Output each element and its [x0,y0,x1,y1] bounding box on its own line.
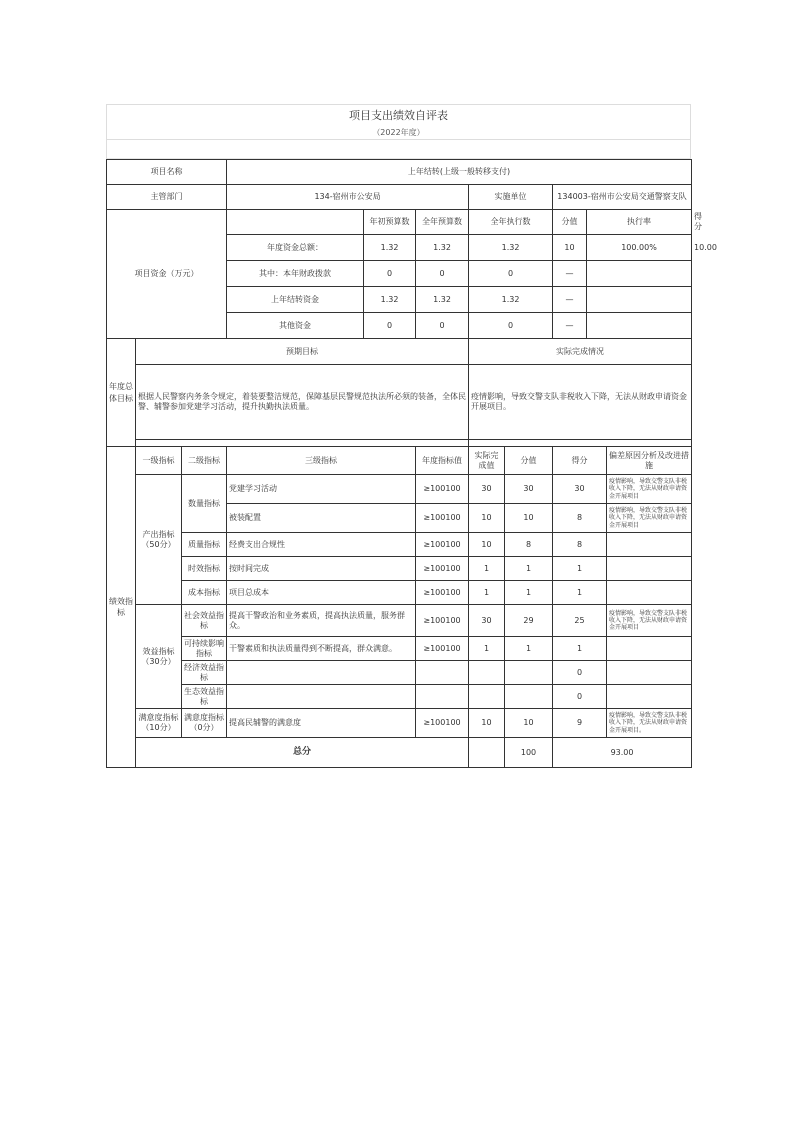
perf-row [107,475,692,504]
perf-got: 9 [553,709,607,738]
quantity-level2: 数量指标 [182,475,227,533]
perf-actual: 1 [469,637,505,661]
funds-cell: — [553,287,587,313]
perf-actual: 30 [469,475,505,504]
perf-got: 0 [553,685,607,709]
perf-note [607,637,692,661]
funds-header-row: 项目资金（万元） 年初预算数 全年预算数 全年执行数 分值 执行率 得分 [107,210,692,235]
goals-label: 年度总体目标 [107,339,136,447]
perf-note: 疫情影响，导致交警支队非税收入下降，无法从财政申请资金开展项目 [607,475,692,504]
perf-row [107,557,692,581]
funds-cell: 0 [416,261,469,287]
perf-got: 30 [553,475,607,504]
funds-cell: 1.32 [364,287,416,313]
benefit-level2: 经济效益指标 [182,661,227,685]
funds-row-name: 其中：本年财政拨款 [227,261,364,287]
perf-note [607,557,692,581]
perf-row [107,709,692,738]
perf-header: 得分 [553,447,607,475]
perf-score: 8 [505,533,553,557]
funds-header: 分值 [553,210,587,235]
perf-note [607,685,692,709]
perf-header: 二级指标 [182,447,227,475]
perf-header-row [107,447,692,475]
perf-target: ≥100100 [416,581,469,605]
perf-label: 绩效指标 [107,447,136,768]
total-blank [469,738,505,768]
sheet-year: （2022年度） [106,125,691,140]
funds-row-name: 上年结转资金 [227,287,364,313]
perf-header: 三级指标 [227,447,416,475]
perf-note [607,533,692,557]
perf-l3: 被装配置 [227,504,416,533]
project-label: 项目名称 [107,160,227,185]
funds-header: 年初预算数 [364,210,416,235]
perf-got: 1 [553,557,607,581]
perf-note: 疫情影响，导致交警支队非税收入下降，无法从财政申请资金开展项目 [607,504,692,533]
funds-cell: 1.32 [416,235,469,261]
perf-actual: 1 [469,581,505,605]
funds-row: 年度资金总额： 1.32 1.32 1.32 10 100.00% 10.00 [107,235,692,261]
perf-l3: 经费支出合规性 [227,533,416,557]
funds-cell: 0 [364,313,416,339]
perf-row [107,685,692,709]
perf-row [107,533,692,557]
perf-score: 30 [505,475,553,504]
perf-got: 8 [553,533,607,557]
perf-note [607,581,692,605]
perf-actual: 1 [469,557,505,581]
perf-actual: 30 [469,605,505,637]
funds-header-blank [227,210,364,235]
goals-actual-header: 实际完成情况 [469,339,692,365]
perf-score: 1 [505,637,553,661]
benefit-level2: 社会效益指标 [182,605,227,637]
evaluation-table [106,159,717,768]
perf-actual: 10 [469,504,505,533]
perf-l3: 提高干警政治和业务素质，提高执法质量，服务群众。 [227,605,416,637]
funds-label: 项目资金（万元） [107,210,227,339]
evaluation-sheet [106,104,717,768]
funds-row-name: 其他资金 [227,313,364,339]
funds-cell: 0 [364,261,416,287]
funds-cell: 10 [553,235,587,261]
perf-target [416,685,469,709]
funds-cell: 1.32 [416,287,469,313]
perf-target: ≥100100 [416,605,469,637]
funds-cell: 100.00% [587,235,692,261]
impl-label: 实施单位 [469,185,553,210]
perf-target: ≥100100 [416,557,469,581]
perf-row [107,581,692,605]
perf-target: ≥100100 [416,637,469,661]
perf-l3: 按时间完成 [227,557,416,581]
funds-cell: 1.32 [469,287,553,313]
benefit-level2: 生态效益指标 [182,685,227,709]
dept-label: 主管部门 [107,185,227,210]
funds-cell: 0 [416,313,469,339]
funds-cell [587,287,692,313]
goals-actual: 疫情影响，导致交警支队非税收入下降，无法从财政申请资金开展项目。 [469,365,692,440]
perf-row [107,637,692,661]
perf-actual: 10 [469,533,505,557]
perf-score [505,685,553,709]
perf-note [607,661,692,685]
funds-cell: 0 [469,261,553,287]
perf-target: ≥100100 [416,475,469,504]
funds-cell [587,261,692,287]
project-row [107,160,692,185]
perf-header: 分值 [505,447,553,475]
perf-target [416,661,469,685]
funds-row-name: 年度资金总额： [227,235,364,261]
perf-note: 疫情影响，导致交警支队非税收入下降，无法从财政申请资金开展项目。 [607,709,692,738]
funds-cell [587,313,692,339]
goals-content-row [107,365,692,440]
perf-target: ≥100100 [416,709,469,738]
perf-score: 10 [505,709,553,738]
project-value: 上年结转(上级一般转移支付) [227,160,692,185]
perf-l3: 项目总成本 [227,581,416,605]
quality-level2: 质量指标 [182,533,227,557]
perf-l3: 党建学习活动 [227,475,416,504]
goals-spacer-row [107,440,692,447]
funds-header: 全年预算数 [416,210,469,235]
perf-score: 1 [505,581,553,605]
perf-l3 [227,661,416,685]
benefit-level1: 效益指标（30分） [136,605,182,709]
goals-expected: 根据人民警察内务条令规定，着装要整洁规范，保障基层民警规范执法所必须的装备，全体民警、辅警参加党建学习活动，提升执勤执法质量。 [136,365,469,440]
perf-got: 25 [553,605,607,637]
funds-header: 全年执行数 [469,210,553,235]
perf-header: 实际完成值 [469,447,505,475]
perf-score [505,661,553,685]
spacer-row [106,140,691,159]
perf-actual [469,685,505,709]
perf-l3: 提高民辅警的满意度 [227,709,416,738]
perf-score: 10 [505,504,553,533]
funds-cell: 1.32 [469,235,553,261]
goals-header-row [107,339,692,365]
perf-note: 疫情影响，导致交警支队非税收入下降，无法从财政申请资金开展项目 [607,605,692,637]
perf-score: 1 [505,557,553,581]
funds-cell: 1.32 [364,235,416,261]
satisfaction-level1: 满意度指标（10分） [136,709,182,738]
perf-header: 年度指标值 [416,447,469,475]
funds-cell: — [553,261,587,287]
perf-target: ≥100100 [416,504,469,533]
perf-row [107,661,692,685]
perf-header: 一级指标 [136,447,182,475]
perf-row [107,605,692,637]
satisfaction-level2: 满意度指标（0分） [182,709,227,738]
benefit-level2: 可持续影响指标 [182,637,227,661]
perf-got: 1 [553,637,607,661]
total-score: 100 [505,738,553,768]
total-row [107,738,692,768]
goals-expected-header: 预期目标 [136,339,469,365]
perf-got: 8 [553,504,607,533]
output-level1: 产出指标（50分） [136,475,182,605]
perf-header: 偏差原因分析及改进措施 [607,447,692,475]
perf-got: 1 [553,581,607,605]
total-label: 总分 [136,738,469,768]
perf-l3 [227,685,416,709]
sheet-title: 项目支出绩效自评表 [106,104,691,125]
perf-actual [469,661,505,685]
perf-target: ≥100100 [416,533,469,557]
perf-actual: 10 [469,709,505,738]
dept-row [107,185,692,210]
dept-value: 134-宿州市公安局 [227,185,469,210]
perf-got: 0 [553,661,607,685]
cost-level2: 成本指标 [182,581,227,605]
funds-cell: — [553,313,587,339]
timeliness-level2: 时效指标 [182,557,227,581]
perf-score: 29 [505,605,553,637]
funds-header: 执行率 [587,210,692,235]
impl-value: 134003-宿州市公安局交通警察支队 [553,185,692,210]
total-got: 93.00 [553,738,692,768]
funds-cell: 0 [469,313,553,339]
perf-l3: 干警素质和执法质量得到不断提高，群众满意。 [227,637,416,661]
